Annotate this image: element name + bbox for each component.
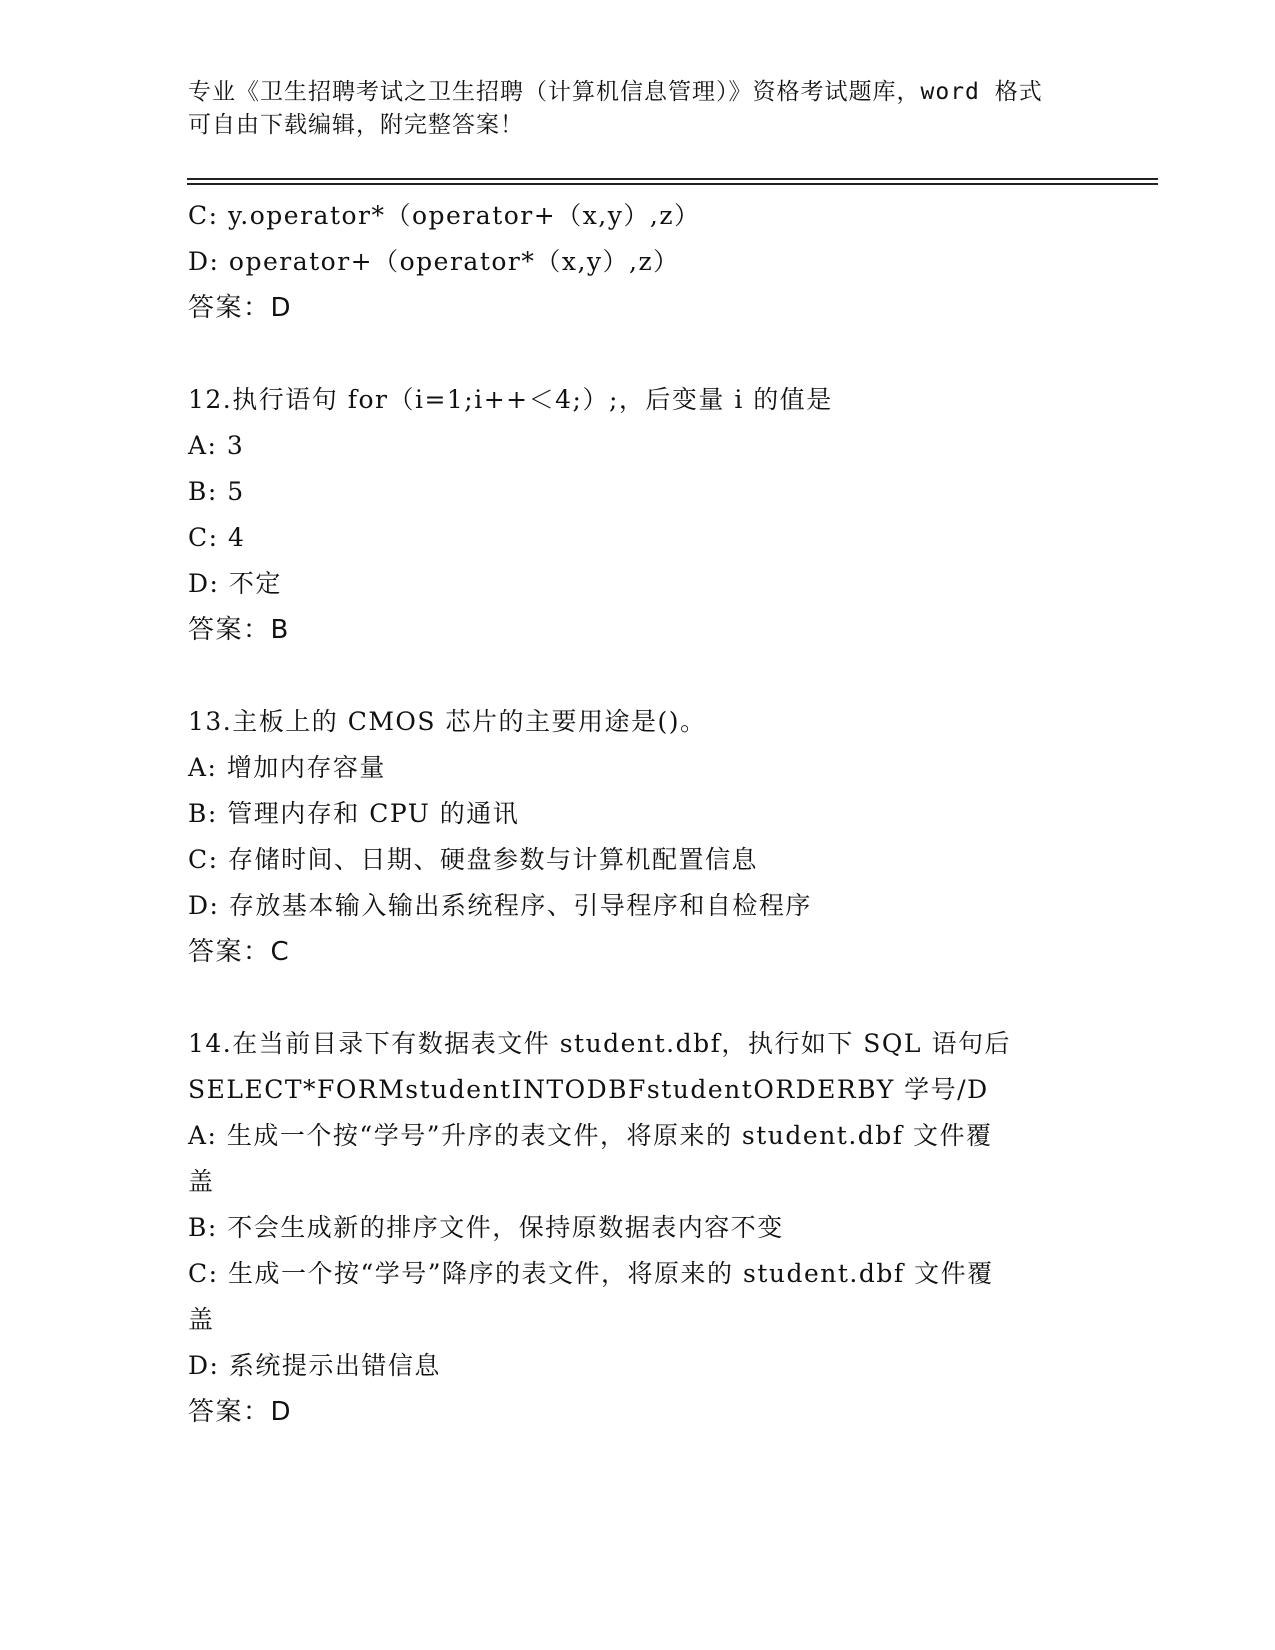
option-d: D: 存放基本输入输出系统程序、引导程序和自检程序 [188,891,812,920]
option-d: D: operator+（operator*（x,y）,z） [188,247,680,276]
question-stem: 14.在当前目录下有数据表文件 student.dbf，执行如下 SQL 语句后 [188,1029,1011,1058]
option-d: D: 系统提示出错信息 [188,1351,441,1380]
option-c: C: 生成一个按“学号”降序的表文件，将原来的 student.dbf 文件覆 [188,1259,994,1288]
header-subtitle-line: 可自由下载编辑，附完整答案！ [188,112,524,138]
answer-line: 答案：D [188,293,293,323]
option-c: C: 4 [188,523,246,552]
answer-line: 答案：B [188,615,290,645]
option-a-continued: 盖 [188,1167,215,1196]
option-c-continued: 盖 [188,1305,215,1334]
question-sql-statement: SELECT*FORMstudentINTODBFstudentORDERBY 学号/D [188,1075,989,1104]
header-divider-bottom [187,183,1158,185]
question-11-continued [188,193,1088,331]
answer-line: 答案：C [188,937,291,967]
header-title-line: 专业《卫生招聘考试之卫生招聘（计算机信息管理）》资格考试题库，word 格式 [188,79,1043,105]
option-b: B: 管理内存和 CPU 的通讯 [188,799,520,828]
option-d: D: 不定 [188,569,282,598]
option-b: B: 不会生成新的排序文件，保持原数据表内容不变 [188,1213,784,1242]
spacer [188,975,1088,1021]
option-a: A: 3 [188,431,245,460]
option-c: C: 存储时间、日期、硬盘参数与计算机配置信息 [188,845,758,874]
question-list [188,193,1088,1435]
question-stem: 13.主板上的 CMOS 芯片的主要用途是()。 [188,707,707,736]
option-a: A: 增加内存容量 [188,753,386,782]
header-divider-top [187,178,1158,180]
question-12 [188,377,1088,653]
option-a: A: 生成一个按“学号”升序的表文件，将原来的 student.dbf 文件覆 [188,1121,993,1150]
question-stem: 12.执行语句 for（i=1;i++＜4;）;，后变量 i 的值是 [188,385,833,414]
spacer [188,331,1088,377]
option-b: B: 5 [188,477,245,506]
question-13 [188,699,1088,975]
answer-line: 答案：D [188,1397,293,1427]
question-14 [188,1021,1088,1435]
document-header [188,76,1068,142]
spacer [188,653,1088,699]
option-c: C: y.operator*（operator+（x,y）,z） [188,201,701,230]
